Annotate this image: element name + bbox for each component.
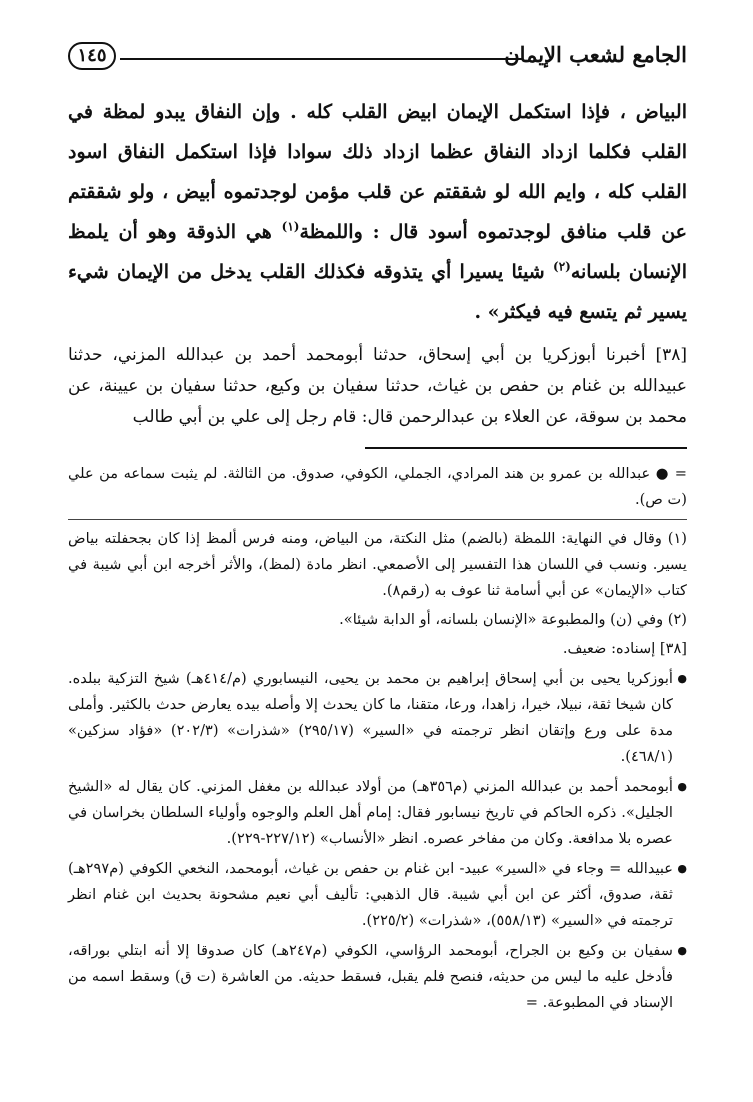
main-text-line-4b: هي الذوقة وهو أن يلمظ الإنسان بلسانه xyxy=(68,221,687,283)
footnote-divider xyxy=(365,447,687,449)
narrator-note-2: ● أبومحمد أحمد بن عبدالله المزني (م٣٥٦هـ) من أولاد عبدالله بن مغفل المزني. كان يقال له «الشيخ الجليل». ذكره الحاكم في تاريخ نيسابور فقال: إمام أهل العلم والوجوه وأولياء السلطان بخراسان في عصره بلا مدافعة. وكان من مفاخر عصره. انظر «الأنساب» (٢٢٧/١٢-٢٢٩). xyxy=(68,774,687,852)
footnote-ref-1[interactable]: (١) xyxy=(281,219,300,234)
narrator-note-1: ● أبوزكريا يحيى بن أبي إسحاق إبراهيم بن محمد بن يحيى، النيسابوري (م/٤١٤هـ) شيخ التزكية ببلده. كان شيخا ثقة، نبيلا، خيرا، زاهدا، ورعا، متقنا، ما كان يحدث إلا وأصله بيده يعارض حدث بالكثير. وأملى مدة على ورع وإتقان انظر ترجمته في «السير» (٢٩٥/١٧) «شذرات» (٢٠٢/٣) «فؤاد سزكين» (٤٦٨/١). xyxy=(68,666,687,770)
footnote-1: (١) وقال في النهاية: اللمظة (بالضم) مثل النكتة، من البياض، ومنه فرس ألمظ إذا كان بجحفلته بياض يسير. ونسب في اللسان هذا التفسير إلى الأصمعي. انظر مادة (لمظ)، والأثر أخرجه ابن أبي شيبة في كتاب «الإيمان» عن أبي أسامة ثنا عوف به (رقم٨). xyxy=(68,530,687,599)
book-title: الجامع لشعب الإيمان xyxy=(504,42,687,67)
main-text-line-2: فكلما ازداد النفاق عظما ازداد ذلك سوادا فإذا استكمل النفاق اسود القلب كله ، xyxy=(68,141,687,203)
narrator-note-3: ● عبيدالله = وجاء في «السير» عبيد- ابن غنام بن حفص بن غياث، أبومحمد، النخعي الكوفي (م٢٩٧هـ) ثقة، صدوق، أكثر عن ابن أبي شيبة. قال الذهبي: تأليف أبي نعيم مشحونة بحديث ابن غنام انظر ترجمته في «السير» (٥٥٨/١٣)، «شذرات» (٢٢٥/٢). xyxy=(68,856,687,934)
header-rule xyxy=(120,58,522,60)
footnote-separator xyxy=(68,519,687,520)
main-text-line-3: وايم الله لو شققتم عن قلب مؤمن لوجدتموه أبيض ، ولو شققتم عن قلب منافق xyxy=(68,181,688,243)
isnad-heading: [٣٨] إسناده: ضعيف. xyxy=(562,640,687,657)
main-text-line-4a: لوجدتموه أسود قال : واللمظة xyxy=(299,221,551,243)
hadith-38: [٣٨] أخبرنا أبوزكريا بن أبي إسحاق، حدثنا أبومحمد أحمد بن عبدالله المزني، حدثنا عبيدالله بن غنام بن حفص بن غياث، حدثنا سفيان بن وكيع، حدثنا سفيان بن عيينة، عن محمد بن سوقة، عن العلاء بن عبدالرحمن قال: قام رجل إلى علي بن أبي طالب xyxy=(68,345,687,427)
main-text xyxy=(68,92,687,332)
page-number: ١٤٥ xyxy=(68,42,116,70)
footnotes xyxy=(68,461,687,1016)
footnote-continued: = ● عبدالله بن عمرو بن هند المرادي، الجملي، الكوفي، صدوق. من الثالثة. لم يثبت سماعه من علي (ت ص). xyxy=(68,465,687,508)
running-header xyxy=(68,38,687,78)
narrator-note-4: ● سفيان بن وكيع بن الجراح، أبومحمد الرؤاسي، الكوفي (م٢٤٧هـ) كان صدوقا إلا أنه ابتلي بوراقه، فأدخل عليه ما ليس من حديثه، فنصح فلم يقبل، فسقط حديثه. من العاشرة (ت ق) وسقط اسمه من الإسناد في المطبوعة. = xyxy=(68,938,687,1016)
footnote-ref-2[interactable]: (٢) xyxy=(553,259,571,274)
main-text-line-5: يسيرا أي يتذوقه فكذلك القلب يدخل من الإيمان شيء يسير ثم يتسع فيه فيكثر» . xyxy=(68,261,687,323)
main-text-line-1: البياض ، فإذا استكمل الإيمان ابيض القلب كله . وإن النفاق يبدو لمظة في القلب xyxy=(68,101,687,163)
main-text-line-4c: شيئا xyxy=(511,261,553,283)
footnote-2: (٢) وفي (ن) والمطبوعة «الإنسان بلسانه، أو الدابة شيئا». xyxy=(339,611,687,628)
